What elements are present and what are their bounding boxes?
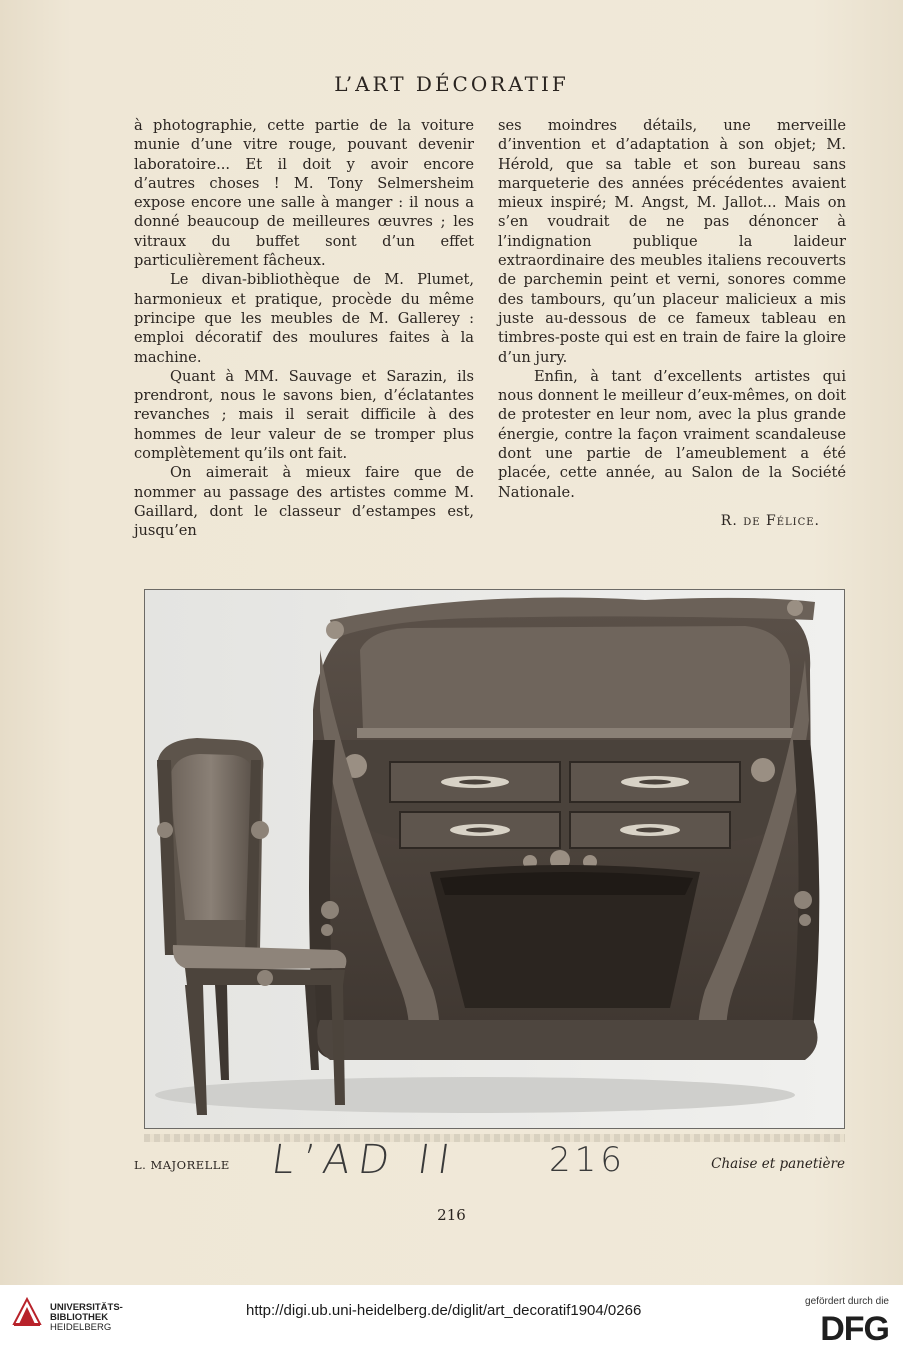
funding-label: gefördert durch die xyxy=(805,1296,889,1307)
institution-name[interactable] xyxy=(50,1303,123,1333)
right-paragraph-2: Enfin, à tant d’excellents artistes qui nous donnent le meilleur d’eux-mêmes, on doit de protester en leur nom, avec la plus grande énergie, contre la façon vraiment scandaleuse dont une partie de l’ameublement a été placée, cette année, au Salon de la Société Nationale. xyxy=(498,367,846,501)
page-number: 216 xyxy=(437,1206,466,1224)
handwritten-page-number: 216 xyxy=(549,1140,626,1180)
footer-bar xyxy=(0,1285,903,1354)
handwritten-shelfmark: L’AD II xyxy=(268,1137,461,1183)
left-column xyxy=(134,116,474,541)
university-seal-icon xyxy=(10,1295,44,1329)
running-head: L’ART DÉCORATIF xyxy=(334,72,569,96)
furniture-photograph xyxy=(144,589,845,1129)
left-paragraph-2: Le divan-bibliothèque de M. Plumet, harmonieux et pratique, procède du même principe que les meubles de M. Gallerey : emploi décoratif des moulures faites à la machine. xyxy=(134,271,474,366)
left-paragraph-3: Quant à MM. Sauvage et Sarazin, ils prendront, nous le savons bien, d’éclatantes revanches ; mais il serait difficile à des hommes de leur valeur de se tromper plus complètement qu’ils ont fait. xyxy=(134,367,474,463)
institution-line-2: BIBLIOTHEK xyxy=(50,1312,109,1323)
author-signature: R. de Félice. xyxy=(720,512,820,529)
permalink-url[interactable]: http://digi.ub.uni-heidelberg.de/diglit/art_decoratif1904/0266 xyxy=(246,1302,642,1319)
caption-title: Chaise et panetière xyxy=(711,1156,845,1172)
dfg-logo[interactable]: DFG xyxy=(820,1310,889,1348)
left-paragraph-1: à photographie, cette partie de la voiture munie d’une vitre rouge, pouvant devenir laboratoire... Et il doit y avoir encore d’autres choses ! M. Tony Selmersheim expose encore une salle à manger : il nous a donné beaucoup de meilleures œuvres ; les vitraux du buffet sont d’un effet particulièrement fâcheux. xyxy=(134,117,474,270)
institution-line-3: HEIDELBERG xyxy=(50,1322,112,1333)
right-column xyxy=(498,116,846,531)
left-paragraph-4: On aimerait à mieux faire que de nommer au passage des artistes comme M. Gaillard, dont le classeur d’estampes est, jusqu’en xyxy=(134,464,474,540)
caption-designer: L. MAJORELLE xyxy=(134,1158,230,1172)
photo-illustration xyxy=(145,590,845,1129)
institution-line-1: UNIVERSITÄTS- xyxy=(50,1302,123,1313)
plate-inscription-line xyxy=(144,1134,845,1142)
right-paragraph-1: ses moindres détails, une merveille d’invention et d’adaptation à son objet; M. Hérold, que sa table et son bureau sans marqueterie des années précédentes avaient mieux inspiré; M. Angst, M. Jallot... Mais on s’en voudrait de ne pas dénoncer à l’indignation publique la laideur extraordinaire des meubles italiens recouverts de parchemin peint et verni, sonores comme des tambours, qu’un placeur malicieux a mis juste au-dessous de ce fameux tableau en timbres-poste qui est en train de faire la gloire d’un jury. xyxy=(498,117,846,366)
